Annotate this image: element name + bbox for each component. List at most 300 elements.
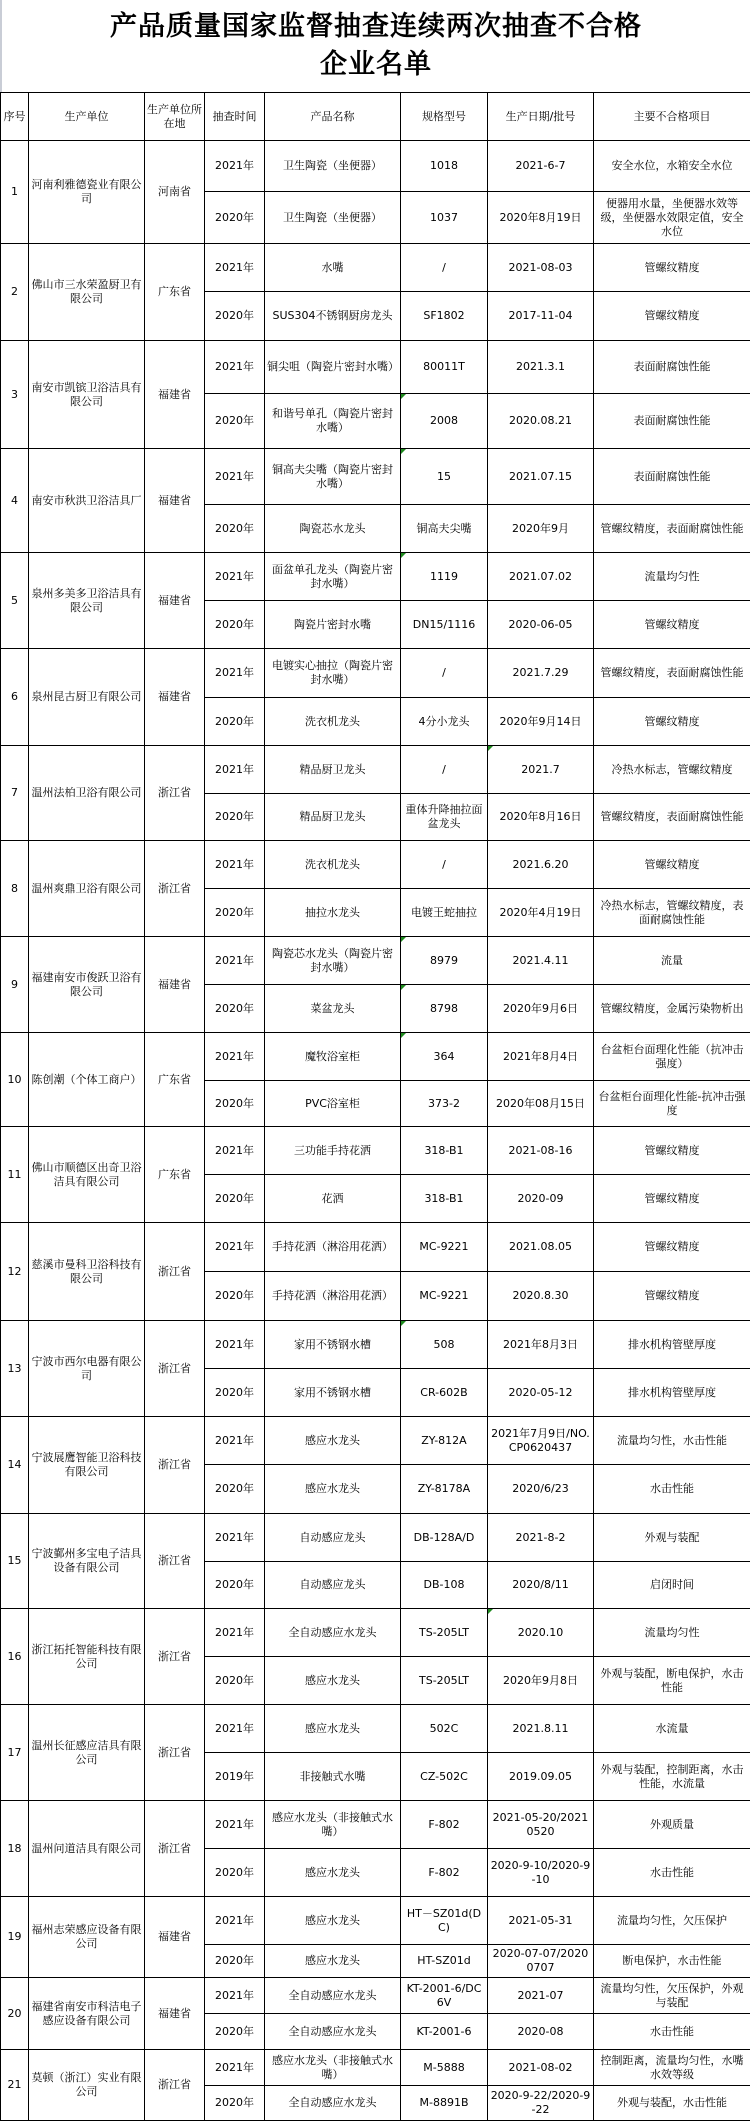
seq-cell: 3 xyxy=(1,341,29,449)
location-cell: 浙江省 xyxy=(145,746,205,841)
year-cell: 2020年 xyxy=(205,889,265,937)
table-row xyxy=(1,1978,750,2014)
date-cell: 2020.8.30 xyxy=(488,1272,594,1321)
year-cell: 2021年 xyxy=(205,841,265,889)
spec-cell: 373-2 xyxy=(401,1081,488,1127)
date-cell: 2021.7.29 xyxy=(488,649,594,698)
year-cell: 2021年 xyxy=(205,553,265,601)
location-cell: 河南省 xyxy=(145,141,205,244)
items-cell: 管螺纹精度，表面耐腐蚀性能 xyxy=(594,505,750,553)
year-cell: 2020年 xyxy=(205,698,265,746)
spec-cell: / xyxy=(401,841,488,889)
company-cell: 南安市秋洪卫浴洁具厂 xyxy=(29,449,145,553)
items-cell: 管螺纹精度 xyxy=(594,1175,750,1223)
seq-cell: 14 xyxy=(1,1417,29,1514)
spec-cell: 364 xyxy=(401,1033,488,1081)
company-cell: 福建南安市俊跃卫浴有限公司 xyxy=(29,937,145,1033)
product-cell: 精品厨卫龙头 xyxy=(265,746,401,794)
location-cell: 浙江省 xyxy=(145,1609,205,1705)
year-cell: 2020年 xyxy=(205,2014,265,2050)
date-cell: 2021.07.15 xyxy=(488,449,594,505)
year-cell: 2021年 xyxy=(205,1321,265,1369)
table-row xyxy=(1,1321,750,1369)
spec-cell: DN15/1116 xyxy=(401,601,488,649)
items-cell: 排水机构管壁厚度 xyxy=(594,1321,750,1369)
location-cell: 广东省 xyxy=(145,1127,205,1223)
year-cell: 2021年 xyxy=(205,1609,265,1657)
location-cell: 浙江省 xyxy=(145,1514,205,1609)
product-cell: 感应水龙头 xyxy=(265,1705,401,1753)
year-cell: 2021年 xyxy=(205,1978,265,2014)
seq-cell: 9 xyxy=(1,937,29,1033)
date-cell: 2021-08-02 xyxy=(488,2050,594,2086)
product-cell: 陶瓷片密封水嘴 xyxy=(265,601,401,649)
date-cell: 2021-6-7 xyxy=(488,141,594,192)
spec-cell: F-802 xyxy=(401,1849,488,1897)
spec-cell: 4分小龙头 xyxy=(401,698,488,746)
location-cell: 福建省 xyxy=(145,449,205,553)
items-cell: 外观与装配，水击性能 xyxy=(594,2086,750,2121)
year-cell: 2021年 xyxy=(205,1417,265,1465)
table-row xyxy=(1,937,750,985)
items-cell: 管螺纹精度，金属污染物析出 xyxy=(594,985,750,1033)
items-cell: 管螺纹精度 xyxy=(594,698,750,746)
location-cell: 福建省 xyxy=(145,937,205,1033)
spec-cell: 8979 xyxy=(401,937,488,985)
date-cell: 2021年8月3日 xyxy=(488,1321,594,1369)
items-cell: 管螺纹精度 xyxy=(594,601,750,649)
seq-cell: 21 xyxy=(1,2050,29,2121)
year-cell: 2021年 xyxy=(205,937,265,985)
product-cell: 感应水龙头 xyxy=(265,1849,401,1897)
spec-cell: / xyxy=(401,746,488,794)
company-cell: 温州法柏卫浴有限公司 xyxy=(29,746,145,841)
date-cell: 2020年9月8日 xyxy=(488,1657,594,1705)
items-cell: 流量均匀性 xyxy=(594,553,750,601)
company-cell: 宁波市西尔电器有限公司 xyxy=(29,1321,145,1417)
year-cell: 2021年 xyxy=(205,1705,265,1753)
location-cell: 浙江省 xyxy=(145,1321,205,1417)
company-cell: 泉州昆古厨卫有限公司 xyxy=(29,649,145,746)
location-cell: 浙江省 xyxy=(145,1705,205,1801)
date-cell: 2020-09 xyxy=(488,1175,594,1223)
seq-cell: 18 xyxy=(1,1801,29,1897)
table-row xyxy=(1,141,750,192)
year-cell: 2020年 xyxy=(205,1562,265,1609)
date-cell: 2020年9月6日 xyxy=(488,985,594,1033)
items-cell: 流量 xyxy=(594,937,750,985)
date-cell: 2021.7 xyxy=(488,746,594,794)
items-cell: 冷热水标志，管螺纹精度，表面耐腐蚀性能 xyxy=(594,889,750,937)
items-cell: 水击性能 xyxy=(594,2014,750,2050)
title-area xyxy=(0,0,750,92)
spec-cell: 502C xyxy=(401,1705,488,1753)
seq-cell: 17 xyxy=(1,1705,29,1801)
product-cell: 家用不锈钢水槽 xyxy=(265,1321,401,1369)
company-cell: 宁波展鹰智能卫浴科技有限公司 xyxy=(29,1417,145,1514)
year-cell: 2020年 xyxy=(205,2086,265,2121)
items-cell: 启闭时间 xyxy=(594,1562,750,1609)
product-cell: 魔牧浴室柜 xyxy=(265,1033,401,1081)
spec-cell: DB-128A/D xyxy=(401,1514,488,1562)
spec-cell: ZY-812A xyxy=(401,1417,488,1465)
year-cell: 2020年 xyxy=(205,601,265,649)
items-cell: 流量均匀性，欠压保护，外观与装配 xyxy=(594,1978,750,2014)
table-row xyxy=(1,1223,750,1272)
items-cell: 表面耐腐蚀性能 xyxy=(594,341,750,394)
year-cell: 2020年 xyxy=(205,192,265,244)
header-year: 抽查时间 xyxy=(205,93,265,141)
date-cell: 2020.08.21 xyxy=(488,394,594,449)
items-cell: 流量均匀性，水击性能 xyxy=(594,1417,750,1465)
date-cell: 2020-9-10/2020-9-10 xyxy=(488,1849,594,1897)
date-cell: 2020-08 xyxy=(488,2014,594,2050)
company-cell: 南安市凯镔卫浴洁具有限公司 xyxy=(29,341,145,449)
date-cell: 2021.6.20 xyxy=(488,841,594,889)
spec-cell: HT-SZ01d xyxy=(401,1945,488,1978)
table-row xyxy=(1,1897,750,1945)
seq-cell: 8 xyxy=(1,841,29,937)
company-cell: 佛山市顺德区出奇卫浴洁具有限公司 xyxy=(29,1127,145,1223)
items-cell: 管螺纹精度 xyxy=(594,1223,750,1272)
location-cell: 福建省 xyxy=(145,1897,205,1978)
spec-cell: TS-205LT xyxy=(401,1657,488,1705)
year-cell: 2021年 xyxy=(205,1897,265,1945)
product-cell: 洗衣机龙头 xyxy=(265,841,401,889)
items-cell: 台盆柜台面理化性能（抗冲击强度） xyxy=(594,1033,750,1081)
spec-cell: 318-B1 xyxy=(401,1127,488,1175)
spec-cell: 1018 xyxy=(401,141,488,192)
product-cell: 电镀实心抽拉（陶瓷片密封水嘴） xyxy=(265,649,401,698)
spec-cell: 80011T xyxy=(401,341,488,394)
table-row xyxy=(1,1705,750,1753)
year-cell: 2020年 xyxy=(205,1945,265,1978)
items-cell: 管螺纹精度 xyxy=(594,1127,750,1175)
seq-cell: 11 xyxy=(1,1127,29,1223)
year-cell: 2019年 xyxy=(205,1753,265,1801)
header-spec: 规格型号 xyxy=(401,93,488,141)
seq-cell: 12 xyxy=(1,1223,29,1321)
product-cell: 非接触式水嘴 xyxy=(265,1753,401,1801)
year-cell: 2020年 xyxy=(205,1657,265,1705)
date-cell: 2021-05-20/20210520 xyxy=(488,1801,594,1849)
date-cell: 2021.4.11 xyxy=(488,937,594,985)
year-cell: 2021年 xyxy=(205,1223,265,1272)
year-cell: 2021年 xyxy=(205,244,265,292)
product-cell: 感应水龙头 xyxy=(265,1945,401,1978)
year-cell: 2020年 xyxy=(205,1081,265,1127)
product-cell: 和谐号单孔（陶瓷片密封水嘴） xyxy=(265,394,401,449)
product-cell: 手持花洒（淋浴用花洒） xyxy=(265,1223,401,1272)
spec-cell: 8798 xyxy=(401,985,488,1033)
company-cell: 温州爽鼎卫浴有限公司 xyxy=(29,841,145,937)
location-cell: 福建省 xyxy=(145,1978,205,2050)
year-cell: 2021年 xyxy=(205,141,265,192)
spec-cell: TS-205LT xyxy=(401,1609,488,1657)
items-cell: 排水机构管壁厚度 xyxy=(594,1369,750,1417)
year-cell: 2020年 xyxy=(205,985,265,1033)
date-cell: 2020/6/23 xyxy=(488,1465,594,1514)
seq-cell: 2 xyxy=(1,244,29,341)
seq-cell: 13 xyxy=(1,1321,29,1417)
items-cell: 管螺纹精度 xyxy=(594,244,750,292)
date-cell: 2020-05-12 xyxy=(488,1369,594,1417)
items-cell: 管螺纹精度 xyxy=(594,1272,750,1321)
product-cell: 陶瓷芯水龙头 xyxy=(265,505,401,553)
product-cell: 感应水龙头（非接触式水嘴） xyxy=(265,2050,401,2086)
product-cell: 陶瓷芯水龙头（陶瓷片密封水嘴） xyxy=(265,937,401,985)
year-cell: 2020年 xyxy=(205,292,265,341)
product-cell: 感应水龙头 xyxy=(265,1465,401,1514)
items-cell: 水流量 xyxy=(594,1705,750,1753)
product-cell: 花洒 xyxy=(265,1175,401,1223)
product-cell: 感应水龙头 xyxy=(265,1897,401,1945)
seq-cell: 4 xyxy=(1,449,29,553)
product-cell: SUS304不锈钢厨房龙头 xyxy=(265,292,401,341)
items-cell: 水击性能 xyxy=(594,1465,750,1514)
year-cell: 2020年 xyxy=(205,1849,265,1897)
product-cell: 三功能手持花洒 xyxy=(265,1127,401,1175)
product-cell: 面盆单孔龙头（陶瓷片密封水嘴） xyxy=(265,553,401,601)
spec-cell: 318-B1 xyxy=(401,1175,488,1223)
date-cell: 2021年8月4日 xyxy=(488,1033,594,1081)
items-cell: 表面耐腐蚀性能 xyxy=(594,394,750,449)
spec-cell: SF1802 xyxy=(401,292,488,341)
product-cell: 自动感应龙头 xyxy=(265,1562,401,1609)
product-cell: 铜尖咀（陶瓷片密封水嘴） xyxy=(265,341,401,394)
date-cell: 2019.09.05 xyxy=(488,1753,594,1801)
table-row xyxy=(1,1127,750,1175)
spec-cell: 1037 xyxy=(401,192,488,244)
items-cell: 冷热水标志，管螺纹精度 xyxy=(594,746,750,794)
date-cell: 2021-05-31 xyxy=(488,1897,594,1945)
spec-cell: 1119 xyxy=(401,553,488,601)
product-cell: 抽拉水龙头 xyxy=(265,889,401,937)
location-cell: 广东省 xyxy=(145,1033,205,1127)
year-cell: 2020年 xyxy=(205,1369,265,1417)
company-cell: 泉州多美多卫浴洁具有限公司 xyxy=(29,553,145,649)
year-cell: 2021年 xyxy=(205,746,265,794)
spec-cell: KT-2001-6 xyxy=(401,2014,488,2050)
spec-cell: MC-9221 xyxy=(401,1272,488,1321)
table-row xyxy=(1,553,750,601)
table-row xyxy=(1,1801,750,1849)
product-cell: 精品厨卫龙头 xyxy=(265,794,401,841)
location-cell: 福建省 xyxy=(145,341,205,449)
date-cell: 2021.07.02 xyxy=(488,553,594,601)
company-cell: 莫顿（浙江）实业有限公司 xyxy=(29,2050,145,2121)
seq-cell: 6 xyxy=(1,649,29,746)
items-cell: 外观与装配，断电保护，水击性能 xyxy=(594,1657,750,1705)
page-title-line-2: 企业名单 xyxy=(320,49,432,80)
date-cell: 2020/8/11 xyxy=(488,1562,594,1609)
spec-cell: HT－SZ01d(DC) xyxy=(401,1897,488,1945)
items-cell: 管螺纹精度，表面耐腐蚀性能 xyxy=(594,649,750,698)
spec-cell: 508 xyxy=(401,1321,488,1369)
table-row xyxy=(1,1033,750,1081)
spec-cell: F-802 xyxy=(401,1801,488,1849)
header-items: 主要不合格项目 xyxy=(594,93,750,141)
product-cell: PVC浴室柜 xyxy=(265,1081,401,1127)
table-row xyxy=(1,449,750,505)
product-cell: 卫生陶瓷（坐便器） xyxy=(265,192,401,244)
spec-cell: M-8891B xyxy=(401,2086,488,2121)
items-cell: 水击性能 xyxy=(594,1849,750,1897)
product-cell: 全自动感应水龙头 xyxy=(265,1978,401,2014)
company-cell: 河南利雅德瓷业有限公司 xyxy=(29,141,145,244)
date-cell: 2020-06-05 xyxy=(488,601,594,649)
company-cell: 温州问道洁具有限公司 xyxy=(29,1801,145,1897)
product-cell: 洗衣机龙头 xyxy=(265,698,401,746)
items-cell: 便器用水量，坐便器水效等级，坐便器水效限定值，安全水位 xyxy=(594,192,750,244)
spec-cell: / xyxy=(401,244,488,292)
date-cell: 2020年9月 xyxy=(488,505,594,553)
items-cell: 管螺纹精度 xyxy=(594,841,750,889)
product-cell: 卫生陶瓷（坐便器） xyxy=(265,141,401,192)
seq-cell: 15 xyxy=(1,1514,29,1609)
location-cell: 福建省 xyxy=(145,649,205,746)
table-header-row xyxy=(1,93,750,141)
spec-cell: 重体升降抽拉面盆龙头 xyxy=(401,794,488,841)
spec-cell: 电镀王蛇抽拉 xyxy=(401,889,488,937)
company-cell: 慈溪市曼科卫浴科技有限公司 xyxy=(29,1223,145,1321)
spec-cell: CR-602B xyxy=(401,1369,488,1417)
table-row xyxy=(1,1609,750,1657)
product-cell: 感应水龙头 xyxy=(265,1657,401,1705)
date-cell: 2020-07-07/20200707 xyxy=(488,1945,594,1978)
table-row xyxy=(1,1514,750,1562)
date-cell: 2020年8月19日 xyxy=(488,192,594,244)
year-cell: 2021年 xyxy=(205,449,265,505)
items-cell: 外观质量 xyxy=(594,1801,750,1849)
product-cell: 自动感应龙头 xyxy=(265,1514,401,1562)
table-body xyxy=(1,141,750,2121)
location-cell: 广东省 xyxy=(145,244,205,341)
product-cell: 菜盆龙头 xyxy=(265,985,401,1033)
year-cell: 2021年 xyxy=(205,2050,265,2086)
year-cell: 2020年 xyxy=(205,394,265,449)
spec-cell: CZ-502C xyxy=(401,1753,488,1801)
seq-cell: 10 xyxy=(1,1033,29,1127)
items-cell: 管螺纹精度 xyxy=(594,292,750,341)
company-cell: 佛山市三水荣盈厨卫有限公司 xyxy=(29,244,145,341)
header-location: 生产单位所在地 xyxy=(145,93,205,141)
table-row xyxy=(1,2050,750,2086)
company-cell: 陈创潮（个体工商户） xyxy=(29,1033,145,1127)
header-product: 产品名称 xyxy=(265,93,401,141)
product-cell: 全自动感应水龙头 xyxy=(265,2086,401,2121)
items-cell: 流量均匀性，欠压保护 xyxy=(594,1897,750,1945)
product-cell: 手持花洒（淋浴用花洒） xyxy=(265,1272,401,1321)
spec-cell: 15 xyxy=(401,449,488,505)
location-cell: 浙江省 xyxy=(145,2050,205,2121)
date-cell: 2021-8-2 xyxy=(488,1514,594,1562)
year-cell: 2021年 xyxy=(205,1801,265,1849)
product-cell: 感应水龙头 xyxy=(265,1417,401,1465)
date-cell: 2017-11-04 xyxy=(488,292,594,341)
items-cell: 台盆柜台面理化性能-抗冲击强度 xyxy=(594,1081,750,1127)
date-cell: 2021.3.1 xyxy=(488,341,594,394)
items-cell: 断电保护，水击性能 xyxy=(594,1945,750,1978)
product-cell: 全自动感应水龙头 xyxy=(265,2014,401,2050)
year-cell: 2020年 xyxy=(205,1272,265,1321)
date-cell: 2021.08.05 xyxy=(488,1223,594,1272)
spec-cell: KT-2001-6/DC 6V xyxy=(401,1978,488,2014)
product-cell: 铜高夫尖嘴（陶瓷片密封水嘴） xyxy=(265,449,401,505)
date-cell: 2021-08-03 xyxy=(488,244,594,292)
spec-cell: M-5888 xyxy=(401,2050,488,2086)
items-cell: 表面耐腐蚀性能 xyxy=(594,449,750,505)
year-cell: 2020年 xyxy=(205,794,265,841)
date-cell: 2021.8.11 xyxy=(488,1705,594,1753)
noncompliant-enterprise-table xyxy=(0,92,750,2121)
year-cell: 2021年 xyxy=(205,1514,265,1562)
location-cell: 福建省 xyxy=(145,553,205,649)
location-cell: 浙江省 xyxy=(145,841,205,937)
table-row xyxy=(1,746,750,794)
date-cell: 2021年7月9日/NO.CP0620437 xyxy=(488,1417,594,1465)
year-cell: 2021年 xyxy=(205,1127,265,1175)
table-row xyxy=(1,341,750,394)
date-cell: 2020年08月15日 xyxy=(488,1081,594,1127)
seq-cell: 19 xyxy=(1,1897,29,1978)
page-title-line-1: 产品质量国家监督抽查连续两次抽查不合格 xyxy=(110,11,642,42)
seq-cell: 5 xyxy=(1,553,29,649)
spec-cell: / xyxy=(401,649,488,698)
date-cell: 2020.10 xyxy=(488,1609,594,1657)
header-seq: 序号 xyxy=(1,93,29,141)
date-cell: 2020-9-22/2020-9-22 xyxy=(488,2086,594,2121)
year-cell: 2020年 xyxy=(205,505,265,553)
spec-cell: MC-9221 xyxy=(401,1223,488,1272)
items-cell: 控制距离，流量均匀性，水嘴水效等级 xyxy=(594,2050,750,2086)
date-cell: 2021-08-16 xyxy=(488,1127,594,1175)
year-cell: 2021年 xyxy=(205,649,265,698)
product-cell: 家用不锈钢水槽 xyxy=(265,1369,401,1417)
company-cell: 温州长征感应洁具有限公司 xyxy=(29,1705,145,1801)
year-cell: 2021年 xyxy=(205,341,265,394)
spec-cell: ZY-8178A xyxy=(401,1465,488,1514)
company-cell: 福州志荣感应设备有限公司 xyxy=(29,1897,145,1978)
table-row xyxy=(1,244,750,292)
date-cell: 2020年8月16日 xyxy=(488,794,594,841)
spec-cell: 铜高夫尖嘴 xyxy=(401,505,488,553)
date-cell: 2020年4月19日 xyxy=(488,889,594,937)
items-cell: 流量均匀性 xyxy=(594,1609,750,1657)
location-cell: 浙江省 xyxy=(145,1417,205,1514)
product-cell: 感应水龙头（非接触式水嘴） xyxy=(265,1801,401,1849)
date-cell: 2020年9月14日 xyxy=(488,698,594,746)
header-company: 生产单位 xyxy=(29,93,145,141)
date-cell: 2021-07 xyxy=(488,1978,594,2014)
spec-cell: DB-108 xyxy=(401,1562,488,1609)
year-cell: 2020年 xyxy=(205,1175,265,1223)
items-cell: 安全水位，水箱安全水位 xyxy=(594,141,750,192)
product-cell: 水嘴 xyxy=(265,244,401,292)
company-cell: 浙江拓托智能科技有限公司 xyxy=(29,1609,145,1705)
location-cell: 浙江省 xyxy=(145,1223,205,1321)
header-date: 生产日期/批号 xyxy=(488,93,594,141)
location-cell: 浙江省 xyxy=(145,1801,205,1897)
company-cell: 宁波鄞州多宝电子洁具设备有限公司 xyxy=(29,1514,145,1609)
items-cell: 外观与装配，控制距离，水击性能，水流量 xyxy=(594,1753,750,1801)
seq-cell: 1 xyxy=(1,141,29,244)
table-row xyxy=(1,649,750,698)
year-cell: 2021年 xyxy=(205,1033,265,1081)
product-cell: 全自动感应水龙头 xyxy=(265,1609,401,1657)
seq-cell: 20 xyxy=(1,1978,29,2050)
table-row xyxy=(1,841,750,889)
